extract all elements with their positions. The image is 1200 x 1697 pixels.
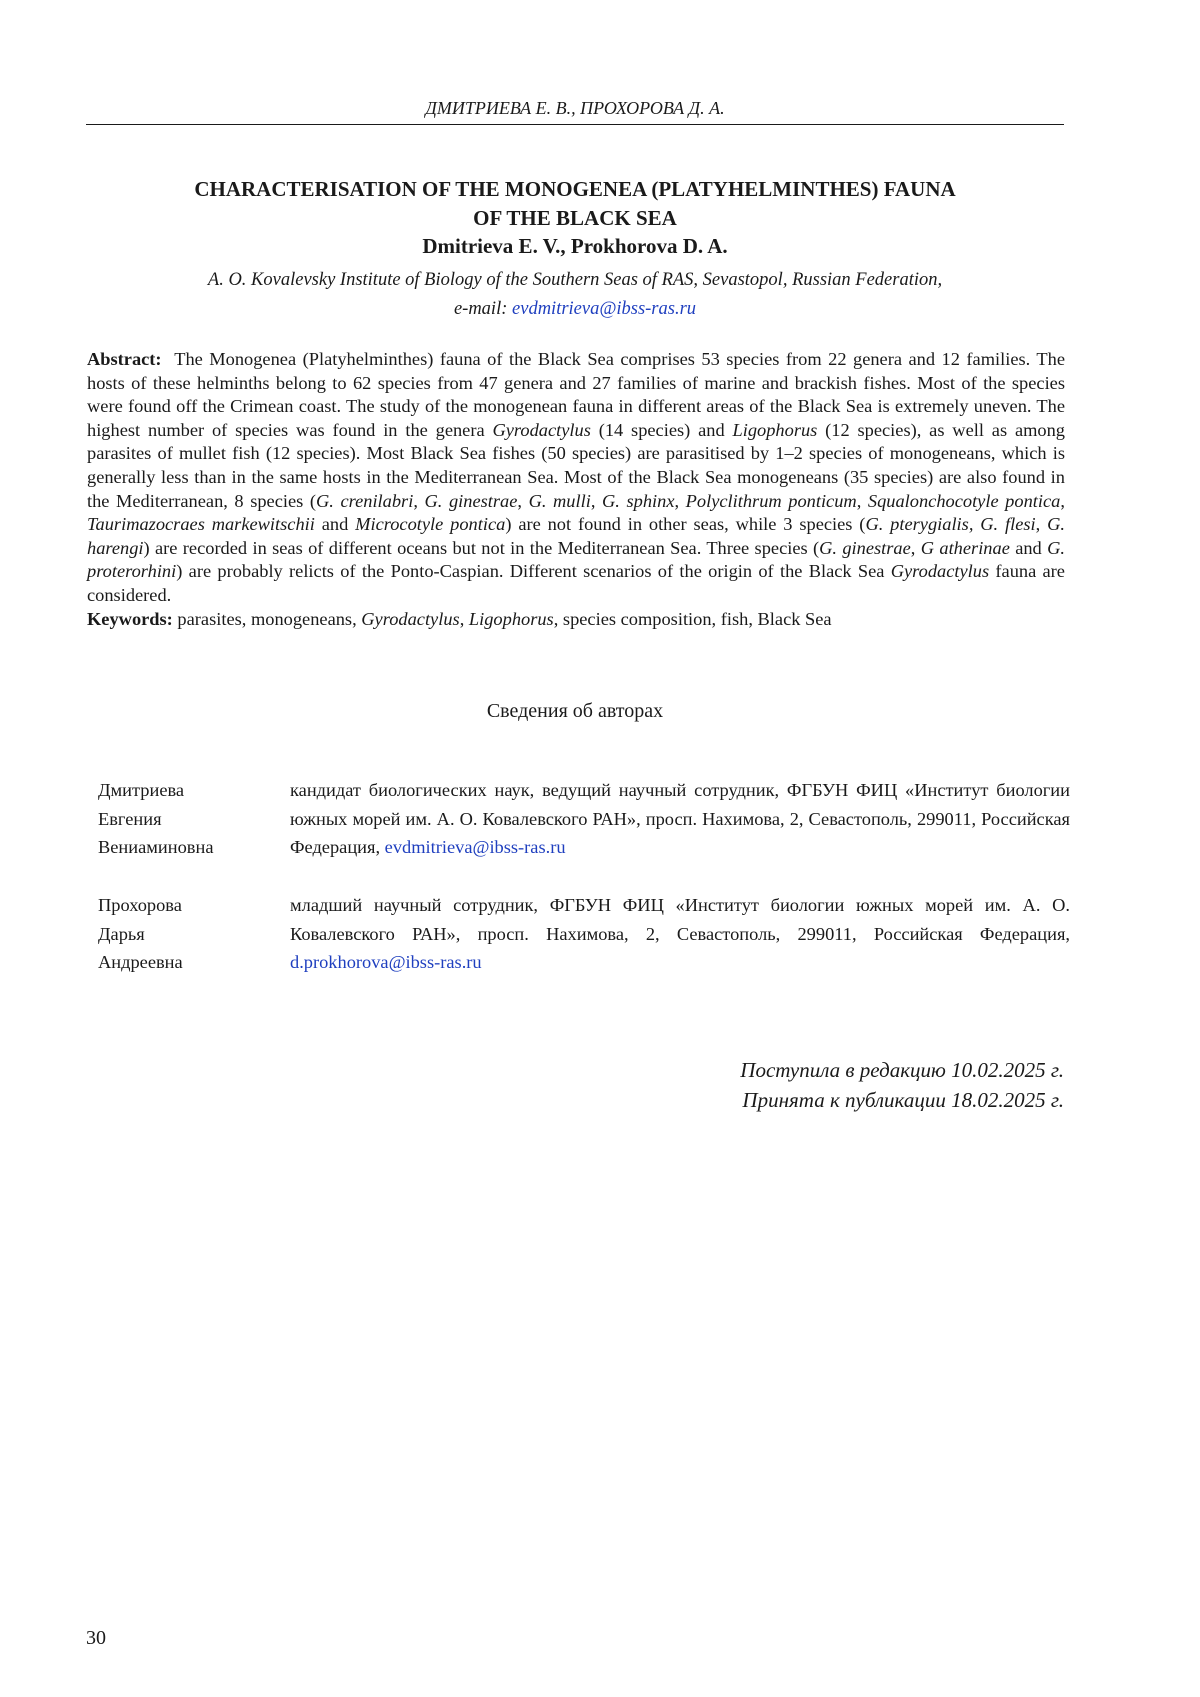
abstract-text: fauna are considered. [87,561,1065,605]
keyword-genus: Ligophorus [468,608,554,629]
abstract-text: ) are recorded in seas of different oceans but not in the Mediterranean Sea. Three species ( [143,537,820,558]
affiliation: A. O. Kovalevsky Institute of Biology of the Southern Seas of RAS, Sevastopol, Russian Federation, [207,270,943,290]
author-name [98,891,278,977]
abstract-text: (14 species) and [590,419,733,440]
affiliation-block [86,266,1064,324]
accepted-date: Принята к публикации 18.02.2025 г. [742,1088,1064,1112]
author-bio [290,891,1070,977]
abstract-species: Polyclithrum ponticum [685,490,857,511]
author-bio [290,776,1070,862]
abstract-species: G. sphinx [602,490,675,511]
keyword-genus: Gyrodactylus [361,608,460,629]
keywords-text: parasites, monogeneans, [177,608,362,629]
abstract-text: , [1060,490,1065,511]
abstract-genus: Gyrodactylus [890,561,990,582]
abstract-text: and [1009,537,1048,558]
abstract-block [87,348,1065,631]
keywords-label: Keywords: [87,608,173,629]
abstract-species: G. harengi [87,514,1065,558]
author-surname: Дмитриева [98,780,185,800]
email-label: e-mail: [453,299,508,319]
publication-dates [740,1055,1064,1115]
abstract-text: , [856,490,868,511]
author-name [98,776,278,862]
abstract-text: , [413,490,425,511]
abstract-text: ) are not found in other seas, while 3 species ( [505,514,866,535]
abstract-species: G. ginestrae [424,490,518,511]
author-info-heading: Сведения об авторах [486,700,664,722]
author-bio-text: младший научный сотрудник, ФГБУН ФИЦ «Институт биологии южных морей им. А. О. Ковалевского РАН», просп. Нахимова, 2, Севастополь, 299011, Российская Федерация, [290,895,1070,944]
abstract-genus: Ligophorus [732,419,818,440]
author-patronymic: Вениаминовна [98,837,214,857]
abstract-species: G. mulli [528,490,591,511]
abstract-text: The Monogenea (Platyhelminthes) fauna of the Black Sea comprises 53 species from 22 genera and 12 families. The hosts of these helminths belong to 62 species from 47 genera and 27 families of marine and brackish fishes. Most of the species were found off the Crimean coast. The study of the monogenean fauna in different areas of the Black Sea is extremely uneven. The highest number of species was found in the genera [87,349,1065,440]
author-bio-text: кандидат биологических наук, ведущий научный сотрудник, ФГБУН ФИЦ «Институт биологии южных морей им. А. О. Ковалевского РАН», просп. Нахимова, 2, Севастополь, 299011, Российская Федерация, [290,780,1070,857]
abstract-species: G. crenilabri [316,490,414,511]
keywords-text: , [459,608,469,629]
author-surname: Прохорова [98,895,182,915]
abstract-text: , [1035,514,1048,535]
title-line-2: OF THE BLACK SEA [473,206,677,230]
author-email-link[interactable]: evdmitrieva@ibss-ras.ru [512,299,697,319]
article-title [86,175,1064,233]
author-email-link[interactable]: evdmitrieva@ibss-ras.ru [384,837,566,857]
abstract-text: and [314,514,356,535]
abstract-species: Taurimazocraes markewitschii [87,514,315,535]
article-authors: Dmitrieva E. V., Prokhorova D. A. [422,234,728,258]
abstract-paragraph [87,348,1065,608]
keywords-text: , species composition, fish, Black Sea [553,608,832,629]
abstract-text: (12 species), as well as among parasites of mullet fish (12 species). Most Black Sea fishes (50 species) are parasitised by 1–2 species of monogeneans, which is generally less than in the same hosts in the Mediterranean Sea. Most of the Black Sea monogeneans (35 species) are also found in the Mediterranean, 8 species ( [87,419,1065,511]
received-date: Поступила в редакцию 10.02.2025 г. [740,1058,1064,1082]
author-first-name: Евгения [98,808,162,829]
abstract-text: ) are probably relicts of the Ponto-Caspian. Different scenarios of the origin of the Black Sea [176,561,891,582]
abstract-species: G. ginestrae [819,537,911,558]
keywords-paragraph [87,608,1065,632]
title-line-1: CHARACTERISATION OF THE MONOGENEA (PLATYHELMINTHES) FAUNA [194,177,956,201]
abstract-species: Microcotyle pontica [355,514,506,535]
page-number: 30 [86,1627,106,1649]
abstract-text: , [517,490,529,511]
abstract-text: , [590,490,603,511]
header-rule [86,124,1064,125]
author-patronymic: Андреевна [98,952,183,972]
author-first-name: Дарья [98,923,145,944]
author-email-link[interactable]: d.prokhorova@ibss-ras.ru [290,952,482,972]
abstract-label: Abstract: [87,349,162,369]
abstract-text: , [910,537,921,558]
abstract-species: G. pterygialis, G. flesi [865,514,1036,535]
abstract-species: G. proterorhini [87,537,1065,582]
abstract-species: Squalonchocotyle pontica [867,490,1061,511]
abstract-species: G atherinae [920,537,1010,558]
abstract-text: , [674,490,686,511]
running-head: ДМИТРИЕВА Е. В., ПРОХОРОВА Д. А. [425,98,725,118]
abstract-genus: Gyrodactylus [492,419,591,440]
